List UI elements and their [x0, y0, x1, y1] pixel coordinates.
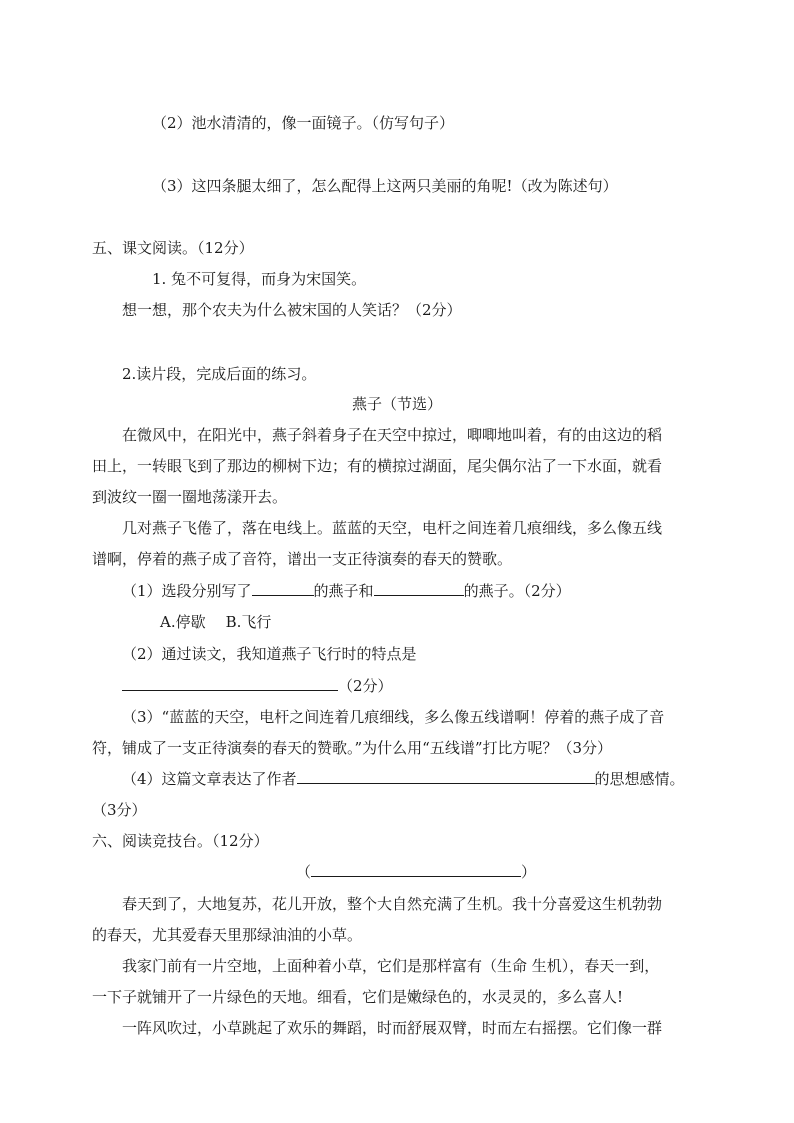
exercise-4-score: （3分）	[92, 801, 147, 819]
exercise-3-line-1: （3）“蓝蓝的天空，电杆之间连着几痕细线，多么像五线谱啊！停着的燕子成了音	[122, 708, 665, 726]
exercise-2-score: （2分）	[338, 677, 393, 695]
answer-blank-1[interactable]	[252, 581, 314, 596]
passage-line: 我家门前有一片空地，上面种着小草，它们是那样富有（生命 生机），春天一到，	[122, 957, 660, 975]
exercise-1-text-b: 的燕子和	[313, 582, 374, 600]
passage-line: 谱啊，停着的燕子成了音符，谱出一支正待演奏的春天的赞歌。	[92, 550, 513, 568]
option-b: B.飞行	[225, 613, 272, 631]
title-paren-open: （	[296, 863, 312, 881]
section-five-heading: 五、课文阅读。（12分）	[92, 239, 254, 257]
section-six-heading: 六、阅读竞技台。（12分）	[92, 832, 269, 850]
passage-title: 燕子（节选）	[351, 395, 442, 413]
passage-line: 春天到了，大地复苏，花儿开放，整个大自然充满了生机。我十分喜爱这生机勃勃	[122, 895, 663, 913]
passage-line: 田上，一转眼飞到了那边的柳树下边；有的横掠过湖面，尾尖偶尔沾了一下水面，就看	[92, 457, 663, 475]
reading-q1-prompt: 想一想，那个农夫为什么被宋国的人笑话？（2分）	[122, 301, 462, 319]
passage-line: 的春天，尤其爱春天里那绿油油的小草。	[92, 926, 363, 944]
exercise-2-answer-line	[122, 675, 393, 697]
exercise-4-text-a: （4）这篇文章表达了作者	[122, 770, 297, 788]
exercise-1	[122, 580, 571, 602]
title-answer-blank[interactable]	[311, 862, 521, 877]
reading-q1-quote: 1. 兔不可复得，而身为宋国笑。	[152, 270, 367, 288]
exercise-4-text-b: 的思想感情。	[594, 770, 685, 788]
exercise-2-prompt: （2）通过读文，我知道燕子飞行时的特点是	[122, 645, 417, 663]
answer-blank-2[interactable]	[374, 581, 464, 596]
passage-line: 在微风中，在阳光中，燕子斜着身子在天空中掠过，唧唧地叫着，有的由这边的稻	[122, 426, 663, 444]
option-a: A.停歇	[160, 613, 206, 631]
exercise-1-options	[160, 611, 271, 633]
passage-line: 一阵风吹过，小草跳起了欢乐的舞蹈，时而舒展双臂，时而左右摇摆。它们像一群	[122, 1019, 663, 1037]
answer-blank-4[interactable]	[297, 769, 595, 784]
exercise-4	[122, 768, 685, 790]
title-paren-close: ）	[521, 863, 537, 881]
exercise-1-text-c: 的燕子。（2分）	[463, 582, 571, 600]
passage-line: 几对燕子飞倦了，落在电线上。蓝蓝的天空，电杆之间连着几痕细线，多么像五线	[122, 519, 663, 537]
rewrite-question-2: （2）池水清清的，像一面镜子。（仿写句子）	[152, 114, 455, 132]
rewrite-question-3: （3）这四条腿太细了，怎么配得上这两只美丽的角呢!（改为陈述句）	[152, 177, 618, 195]
exercise-1-text-a: （1）选段分别写了	[122, 582, 252, 600]
reading-q2-intro: 2.读片段，完成后面的练习。	[122, 365, 317, 383]
title-blank-line	[296, 861, 536, 883]
exercise-3-line-2: 符，铺成了一支正待演奏的春天的赞歌。”为什么用“五线谱”打比方呢？（3分）	[92, 739, 613, 757]
passage-line: 到波纹一圈一圈地荡漾开去。	[92, 488, 288, 506]
answer-blank-3[interactable]	[122, 676, 338, 691]
passage-line: 一下子就铺开了一片绿色的天地。细看，它们是嫩绿色的，水灵灵的，多么喜人!	[92, 988, 624, 1006]
